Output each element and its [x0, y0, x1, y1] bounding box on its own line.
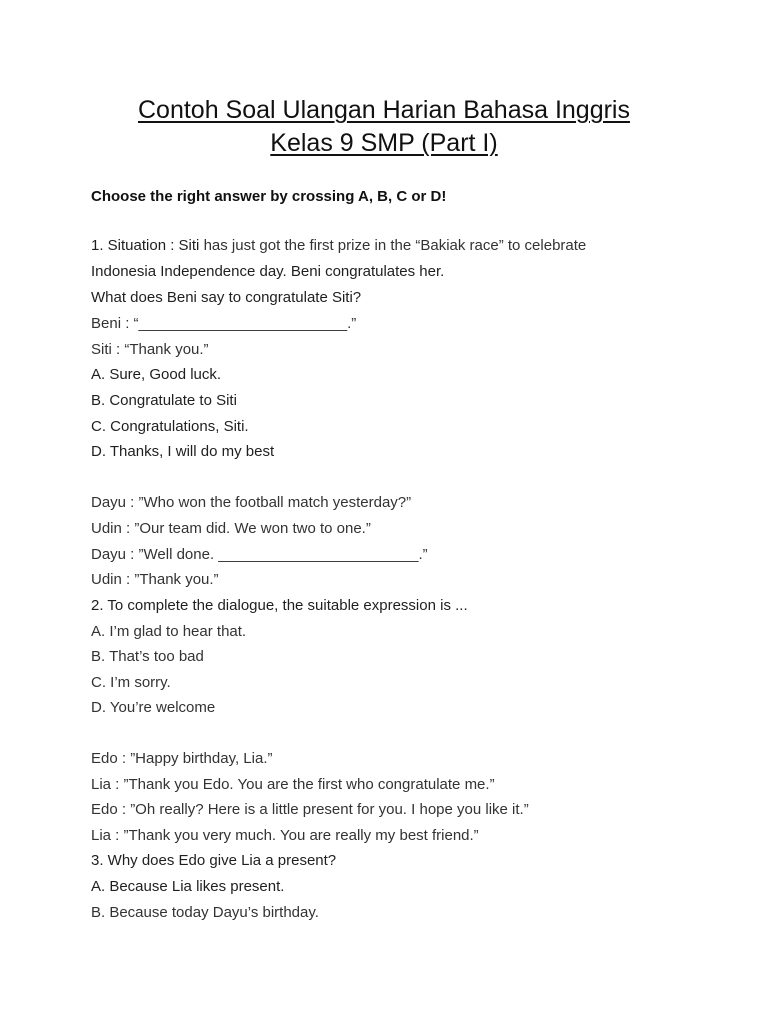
q2-dialogue-line: Udin : ”Thank you.” [91, 571, 219, 588]
q2-question: 2. To complete the dialogue, the suitable expression is ... [91, 597, 468, 614]
q3-dialogue-line: Lia : ”Thank you very much. You are really my best friend.” [91, 827, 479, 844]
q2-option-a: A. I’m glad to hear that. [91, 623, 247, 640]
q3-dialogue-line: Edo : ”Happy birthday, Lia.” [91, 750, 273, 767]
page-title-line-2: Kelas 9 SMP (Part I) [270, 129, 498, 157]
q1-dialogue-line: Siti : “Thank you.” [91, 341, 209, 358]
q1-option-d: D. Thanks, I will do my best [91, 443, 275, 460]
q1-situation-rest: has just got the first prize in the “Bakiak race” to celebrate [199, 237, 587, 254]
q1-option-b: B. Congratulate to Siti [91, 392, 237, 409]
q2-option-c: C. I’m sorry. [91, 674, 171, 691]
q2-dialogue-line: Dayu : ”Who won the football match yesterday?” [91, 494, 412, 511]
instruction-text: Choose the right answer by crossing A, B, C or D! [91, 188, 447, 205]
q1-dialogue-line: Beni : “_________________________.” [91, 315, 357, 332]
q1-option-c: C. Congratulations, Siti. [91, 418, 249, 435]
q2-option-b: B. That’s too bad [91, 648, 204, 665]
q2-dialogue-line: Udin : ”Our team did. We won two to one.” [91, 520, 371, 537]
q3-option-a: A. Because Lia likes present. [91, 878, 285, 895]
q2-dialogue-line: Dayu : ”Well done. ________________________.” [91, 546, 428, 563]
q3-dialogue-line: Edo : ”Oh really? Here is a little present for you. I hope you like it.” [91, 801, 529, 818]
q1-situation-line-1 [91, 235, 586, 257]
q1-option-a: A. Sure, Good luck. [91, 366, 222, 383]
q3-question: 3. Why does Edo give Lia a present? [91, 852, 337, 869]
q1-situation-lead: 1. Situation : Siti [91, 237, 200, 254]
q2-option-d: D. You’re welcome [91, 699, 216, 716]
q3-dialogue-line: Lia : ”Thank you Edo. You are the first who congratulate me.” [91, 776, 495, 793]
q1-situation-line-2: Indonesia Independence day. Beni congratulates her. [91, 263, 445, 280]
q3-option-b: B. Because today Dayu’s birthday. [91, 904, 319, 921]
q1-question: What does Beni say to congratulate Siti? [91, 289, 362, 306]
page-title-line-1: Contoh Soal Ulangan Harian Bahasa Inggris [138, 96, 630, 124]
